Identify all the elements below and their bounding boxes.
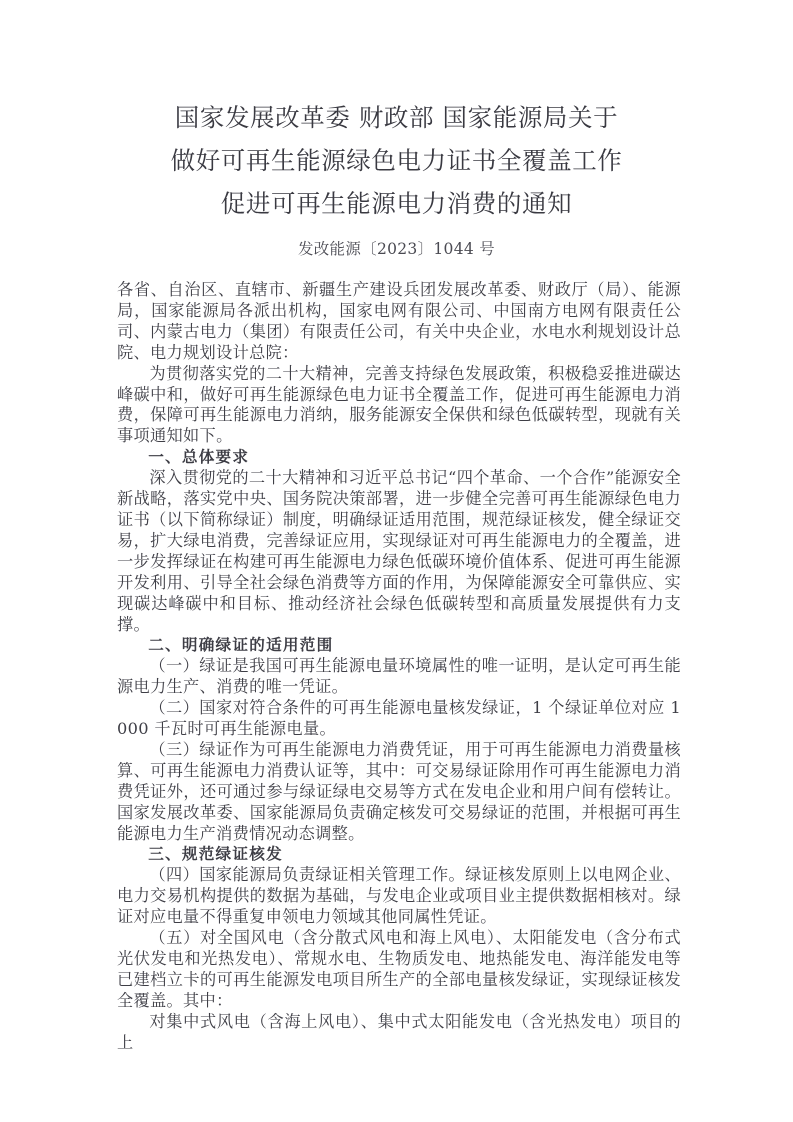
clause-item-2: （二）国家对符合条件的可再生能源电量核发绿证，1 个绿证单位对应 1000 千瓦时可再生能源电量。 <box>117 698 681 739</box>
section-heading-1: 一、总体要求 <box>148 448 250 467</box>
clause-item-3: （三）绿证作为可再生能源电力消费凭证，用于可再生能源电力消费量核算、可再生能源电力消费认证等，其中：可交易绿证除用作可再生能源电力消费凭证外，还可通过参与绿证绿电交易等方式在发电企业和用户间有偿转让。国家发展改革委、国家能源局负责确定核发可交易绿证的范围，并根据可再生能源电力生产消费情况动态调整。 <box>117 739 681 843</box>
paragraph-preamble: 为贯彻落实党的二十大精神，完善支持绿色发展政策，积极稳妥推进碳达峰碳中和，做好可再生能源绿色电力证书全覆盖工作，促进可再生能源电力消费，保障可再生能源电力消纳，服务能源安全保供和绿色低碳转型，现就有关事项通知如下。 <box>117 363 681 446</box>
clause-item-5-sub: 对集中式风电（含海上风电）、集中式太阳能发电（含光热发电）项目的上 <box>117 1011 681 1052</box>
clause-item-1: （一）绿证是我国可再生能源电量环境属性的唯一证明，是认定可再生能源电力生产、消费的唯一凭证。 <box>117 656 681 697</box>
title-line-3: 促进可再生能源电力消费的通知 <box>220 189 573 218</box>
document-title <box>100 96 693 225</box>
clause-item-5: （五）对全国风电（含分散式风电和海上风电）、太阳能发电（含分布式光伏发电和光热发电）、常规水电、生物质发电、地热能发电、海洋能发电等已建档立卡的可再生能源发电项目所生产的全部电量核发绿证，实现绿证核发全覆盖。其中： <box>117 928 681 1010</box>
document-body <box>117 280 681 1054</box>
section-heading-2: 二、明确绿证的适用范围 <box>148 636 334 655</box>
clause-item-4: （四）国家能源局负责绿证相关管理工作。绿证核发原则上以电网企业、电力交易机构提供的数据为基础，与发电企业或项目业主提供数据相核对。绿证对应电量不得重复申领电力领域其他同属性凭证。 <box>117 865 681 927</box>
paragraph-recipients: 各省、自治区、直辖市、新疆生产建设兵团发展改革委、财政厅（局）、能源局，国家能源局各派出机构，国家电网有限公司、中国南方电网有限责任公司、内蒙古电力（集团）有限责任公司，有关中央企业，水电水利规划设计总院、电力规划设计总院： <box>117 280 681 362</box>
document-number: 发改能源〔2023〕1044 号 <box>297 240 496 258</box>
section-1-body: 深入贯彻党的二十大精神和习近平总书记“四个革命、一个合作”能源安全新战略，落实党中央、国务院决策部署，进一步健全完善可再生能源绿色电力证书（以下简称绿证）制度，明确绿证适用范围，规范绿证核发，健全绿证交易，扩大绿电消费，完善绿证应用，实现绿证对可再生能源电力的全覆盖，进一步发挥绿证在构建可再生能源电力绿色低碳环境价值体系、促进可再生能源开发利用、引导全社会绿色消费等方面的作用，为保障能源安全可靠供应、实现碳达峰碳中和目标、推动经济社会绿色低碳转型和高质量发展提供有力支撑。 <box>117 468 681 634</box>
title-line-2: 做好可再生能源绿色电力证书全覆盖工作 <box>170 146 623 175</box>
title-line-1: 国家发展改革委 财政部 国家能源局关于 <box>174 103 619 132</box>
section-heading-3: 三、规范绿证核发 <box>148 845 283 864</box>
